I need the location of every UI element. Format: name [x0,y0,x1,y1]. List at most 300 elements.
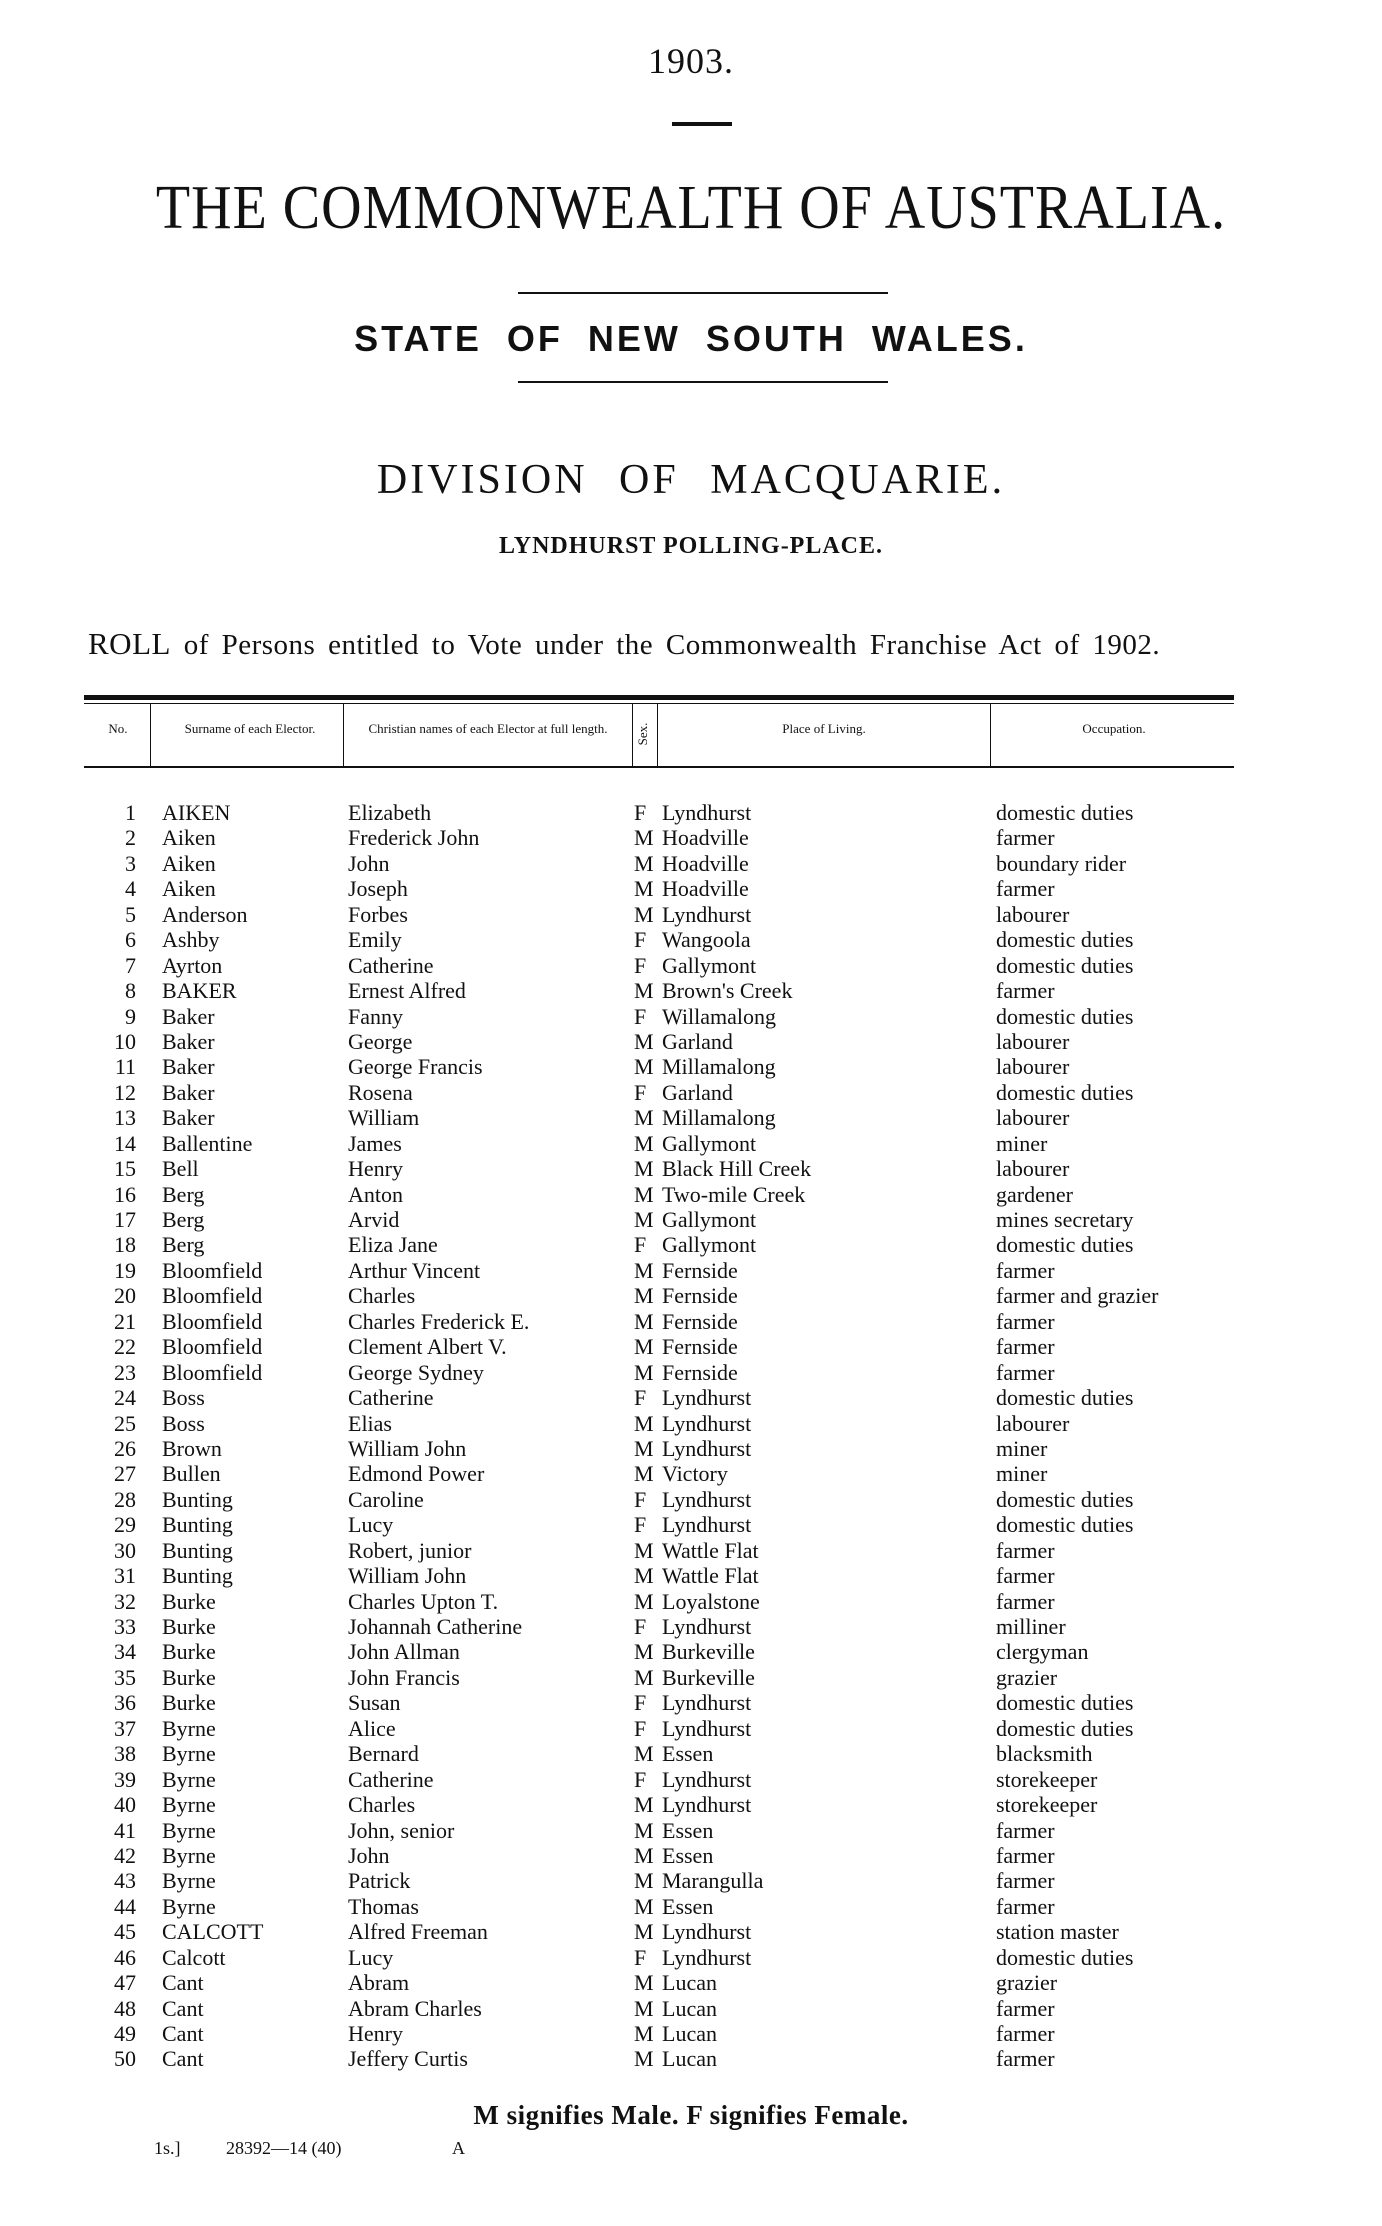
table-row [0,1054,1382,1079]
table-rule-bottom [84,766,1234,768]
table-row [0,1156,1382,1181]
cell-christian: Bernard [348,1741,419,1767]
cell-christian: John Allman [348,1639,460,1665]
table-row [0,2046,1382,2071]
cell-sex: F [634,800,647,825]
cell-christian: George Francis [348,1054,483,1080]
cell-place: Millamalong [662,1105,776,1131]
cell-christian: Anton [348,1181,403,1207]
cell-occupation: farmer [996,1359,1055,1385]
cell-no: 12 [114,1079,136,1105]
cell-surname: Berg [162,1207,205,1232]
cell-christian: Henry [348,1156,403,1182]
cell-christian: Fanny [348,1003,403,1029]
table-row [0,1360,1382,1385]
cell-place: Marangulla [662,1868,764,1894]
cell-christian: Abram Charles [348,1995,482,2021]
cell-sex: M [634,1537,654,1563]
cell-no: 36 [114,1690,136,1716]
table-row [0,1538,1382,1563]
cell-occupation: milliner [996,1614,1066,1639]
cell-sex: M [634,1664,654,1690]
cell-occupation: blacksmith [996,1741,1093,1767]
cell-no: 45 [114,1919,136,1945]
cell-surname: Bullen [162,1461,221,1487]
table-row [0,978,1382,1003]
table-row [0,1131,1382,1156]
cell-surname: Bloomfield [162,1283,263,1309]
cell-surname: Calcott [162,1944,226,1970]
cell-sex: M [634,1817,654,1843]
cell-sex: M [634,1741,654,1767]
cell-sex: M [634,1028,654,1054]
cell-no: 5 [125,901,136,927]
cell-no: 13 [114,1105,136,1131]
cell-occupation: domestic duties [996,1385,1134,1411]
cell-place: Loyalstone [662,1588,760,1614]
cell-surname: CALCOTT [162,1919,264,1945]
header-place: Place of Living. [782,721,866,736]
cell-sex: M [634,876,654,902]
cell-christian: Catherine [348,952,434,978]
cell-surname: Byrne [162,1817,216,1843]
cell-occupation: domestic duties [996,1232,1134,1258]
cell-place: Lyndhurst [662,1792,752,1818]
commonwealth-heading: THE COMMONWEALTH OF AUSTRALIA. [155,173,1227,243]
cell-sex: M [634,1461,654,1487]
cell-christian: Charles [348,1283,416,1309]
header-christian-names: Christian names of each Elector at full length. [368,721,608,736]
cell-place: Lyndhurst [662,1486,752,1512]
cell-surname: Ashby [162,927,220,953]
table-row [0,1080,1382,1105]
cell-sex: M [634,1105,654,1131]
cell-place: Fernside [662,1308,738,1334]
cell-no: 20 [114,1283,136,1309]
cell-place: Lucan [662,2046,717,2072]
cell-christian: Jeffery Curtis [348,2046,468,2072]
cell-surname: Bunting [162,1537,233,1563]
table-row [0,1996,1382,2021]
table-row [0,953,1382,978]
cell-place: Fernside [662,1257,738,1283]
cell-sex: M [634,1435,654,1461]
table-row [0,1004,1382,1029]
cell-occupation: grazier [996,1970,1058,1996]
cell-occupation: farmer [996,1334,1055,1360]
cell-occupation: miner [996,1130,1048,1156]
cell-place: Lyndhurst [662,1690,752,1716]
cell-sex: F [634,1614,647,1639]
table-row [0,902,1382,927]
table-row [0,1283,1382,1308]
cell-occupation: domestic duties [996,1079,1134,1105]
cell-sex: M [634,1588,654,1614]
footer-price: 1s.] [154,2138,181,2158]
cell-sex: F [634,1715,647,1741]
cell-sex: M [634,1995,654,2021]
cell-sex: M [634,1893,654,1919]
cell-occupation: farmer [996,978,1055,1004]
sex-legend: M signifies Male. F signifies Female. [473,2100,909,2130]
cell-surname: BAKER [162,978,237,1004]
cell-place: Wattle Flat [662,1563,759,1589]
table-row [0,1767,1382,1792]
cell-sex: M [634,1156,654,1182]
cell-no: 21 [114,1308,136,1334]
cell-no: 1 [125,800,136,825]
cell-occupation: domestic duties [996,1512,1134,1538]
roll-year: 1903. [648,41,734,81]
cell-christian: Johannah Catherine [348,1614,523,1639]
cell-no: 23 [114,1359,136,1385]
cell-no: 6 [125,927,136,953]
table-row [0,927,1382,952]
cell-no: 17 [114,1207,136,1232]
cell-place: Victory [662,1461,728,1487]
cell-no: 33 [114,1614,136,1639]
cell-place: Wangoola [662,927,751,953]
polling-place-heading: LYNDHURST POLLING-PLACE. [498,533,884,559]
cell-occupation: farmer and grazier [996,1283,1159,1309]
cell-surname: Boss [162,1410,205,1436]
table-row [0,1665,1382,1690]
cell-surname: Bunting [162,1512,233,1538]
cell-sex: M [634,1639,654,1665]
cell-place: Fernside [662,1334,738,1360]
cell-no: 4 [125,876,136,902]
cell-christian: Arvid [348,1207,400,1232]
cell-no: 16 [114,1181,136,1207]
cell-surname: Burke [162,1690,216,1716]
table-row [0,1589,1382,1614]
cell-place: Lyndhurst [662,1385,752,1411]
cell-sex: M [634,1054,654,1080]
cell-christian: Edmond Power [348,1461,485,1487]
cell-sex: M [634,1130,654,1156]
cell-place: Wattle Flat [662,1537,759,1563]
cell-christian: George [348,1028,413,1054]
cell-occupation: farmer [996,1868,1055,1894]
cell-no: 42 [114,1842,136,1868]
table-row [0,1818,1382,1843]
cell-occupation: labourer [996,1028,1070,1054]
cell-occupation: domestic duties [996,952,1134,978]
cell-occupation: domestic duties [996,1690,1134,1716]
table-row [0,1970,1382,1995]
table-row [0,1436,1382,1461]
cell-sex: F [634,952,647,978]
cell-no: 34 [114,1639,136,1665]
cell-christian: Charles [348,1792,416,1818]
cell-sex: M [634,825,654,851]
cell-place: Essen [662,1817,714,1843]
cell-sex: M [634,1359,654,1385]
cell-occupation: farmer [996,1257,1055,1283]
cell-christian: John [348,850,390,876]
cell-christian: Susan [348,1690,401,1716]
table-row [0,1741,1382,1766]
cell-christian: John, senior [348,1817,455,1843]
cell-place: Garland [662,1079,733,1105]
cell-no: 9 [125,1003,136,1029]
cell-place: Hoadville [662,825,749,851]
table-row [0,1487,1382,1512]
cell-place: Lucan [662,1995,717,2021]
cell-occupation: labourer [996,1105,1070,1131]
cell-sex: M [634,850,654,876]
cell-no: 31 [114,1563,136,1589]
cell-occupation: clergyman [996,1639,1089,1665]
cell-no: 2 [125,825,136,851]
cell-christian: Ernest Alfred [348,978,466,1004]
cell-no: 8 [125,978,136,1004]
cell-surname: Burke [162,1664,216,1690]
table-row [0,1563,1382,1588]
cell-surname: Burke [162,1588,216,1614]
cell-surname: Burke [162,1614,216,1639]
state-heading: STATE OF NEW SOUTH WALES. [354,318,1028,359]
cell-surname: Cant [162,1970,204,1996]
cell-place: Garland [662,1028,733,1054]
cell-no: 30 [114,1537,136,1563]
cell-sex: M [634,1919,654,1945]
cell-surname: Byrne [162,1842,216,1868]
cell-place: Essen [662,1741,714,1767]
cell-no: 19 [114,1257,136,1283]
table-row [0,1258,1382,1283]
cell-occupation: farmer [996,1893,1055,1919]
cell-no: 38 [114,1741,136,1767]
cell-surname: Byrne [162,1715,216,1741]
cell-christian: John Francis [348,1664,460,1690]
cell-occupation: domestic duties [996,1003,1134,1029]
cell-surname: Byrne [162,1893,216,1919]
cell-occupation: mines secretary [996,1207,1134,1232]
cell-surname: AIKEN [162,800,231,825]
cell-place: Lyndhurst [662,901,752,927]
cell-place: Lyndhurst [662,800,752,825]
cell-sex: M [634,1410,654,1436]
roll-title-text: of Persons entitled to Vote under the Commonwealth Franchise Act of 1902. [183,629,1161,661]
cell-christian: Eliza Jane [348,1232,438,1258]
cell-christian: William [348,1105,420,1131]
cell-sex: F [634,1766,647,1792]
header-sex [634,710,652,760]
cell-place: Lyndhurst [662,1944,752,1970]
column-divider [990,704,991,766]
table-row [0,1919,1382,1944]
cell-no: 14 [114,1130,136,1156]
cell-sex: M [634,1563,654,1589]
roll-word: ROLL [88,626,171,661]
cell-no: 27 [114,1461,136,1487]
cell-occupation: farmer [996,1308,1055,1334]
cell-christian: Arthur Vincent [348,1257,481,1283]
cell-surname: Cant [162,1995,204,2021]
table-row [0,800,1382,825]
cell-christian: George Sydney [348,1359,484,1385]
table-row [0,1690,1382,1715]
cell-sex: M [634,901,654,927]
cell-place: Burkeville [662,1639,755,1665]
cell-occupation: farmer [996,1995,1055,2021]
cell-place: Black Hill Creek [662,1156,812,1182]
cell-christian: Catherine [348,1766,434,1792]
cell-no: 11 [114,1054,136,1080]
cell-no: 10 [114,1028,136,1054]
table-row [0,851,1382,876]
table-row [0,1945,1382,1970]
cell-no: 25 [114,1410,136,1436]
cell-no: 46 [114,1944,136,1970]
cell-sex: F [634,1512,647,1538]
elector-roll-table [0,800,1382,2072]
cell-occupation: gardener [996,1181,1073,1207]
table-rule-thin [84,703,1234,704]
table-row [0,1614,1382,1639]
cell-place: Lyndhurst [662,1435,752,1461]
cell-place: Gallymont [662,1207,757,1232]
table-row [0,1334,1382,1359]
cell-no: 24 [114,1385,136,1411]
cell-surname: Aiken [162,825,216,851]
cell-no: 50 [114,2046,136,2072]
table-row [0,1792,1382,1817]
cell-surname: Bunting [162,1563,233,1589]
cell-no: 29 [114,1512,136,1538]
cell-place: Gallymont [662,1130,757,1156]
cell-surname: Cant [162,2021,204,2046]
cell-sex: M [634,2021,654,2046]
year-rule [672,122,732,126]
cell-surname: Bloomfield [162,1359,263,1385]
cell-sex: M [634,978,654,1004]
cell-no: 37 [114,1715,136,1741]
cell-place: Fernside [662,1283,738,1309]
cell-surname: Aiken [162,850,216,876]
cell-place: Lyndhurst [662,1614,752,1639]
cell-sex: F [634,1486,647,1512]
cell-sex: F [634,1944,647,1970]
cell-place: Gallymont [662,1232,757,1258]
cell-place: Hoadville [662,850,749,876]
cell-christian: William John [348,1435,467,1461]
table-row [0,2021,1382,2046]
table-row [0,1461,1382,1486]
cell-no: 39 [114,1766,136,1792]
cell-sex: F [634,1385,647,1411]
cell-occupation: farmer [996,2021,1055,2046]
cell-no: 47 [114,1970,136,1996]
cell-no: 48 [114,1995,136,2021]
cell-occupation: labourer [996,1054,1070,1080]
cell-christian: Joseph [348,876,408,902]
cell-place: Gallymont [662,952,757,978]
cell-surname: Bloomfield [162,1257,263,1283]
cell-occupation: storekeeper [996,1792,1098,1818]
column-divider [657,704,658,766]
cell-sex: M [634,1181,654,1207]
cell-sex: M [634,1792,654,1818]
cell-place: Lyndhurst [662,1766,752,1792]
cell-surname: Byrne [162,1868,216,1894]
state-rule-top [518,292,888,294]
table-row [0,1207,1382,1232]
table-row [0,825,1382,850]
cell-no: 35 [114,1664,136,1690]
header-surname: Surname of each Elector. [184,721,316,736]
footer-sheet-letter: A [452,2138,465,2158]
cell-occupation: station master [996,1919,1119,1945]
cell-christian: Caroline [348,1486,424,1512]
cell-surname: Baker [162,1054,215,1080]
cell-sex: F [634,1003,647,1029]
cell-place: Lyndhurst [662,1715,752,1741]
header-sex-label: Sex. [635,722,650,746]
cell-sex: M [634,1308,654,1334]
cell-no: 18 [114,1232,136,1258]
cell-occupation: farmer [996,1842,1055,1868]
cell-surname: Baker [162,1079,215,1105]
cell-no: 22 [114,1334,136,1360]
cell-occupation: domestic duties [996,1715,1134,1741]
cell-occupation: storekeeper [996,1766,1098,1792]
cell-surname: Baker [162,1028,215,1054]
cell-surname: Bunting [162,1486,233,1512]
cell-no: 41 [114,1817,136,1843]
cell-no: 32 [114,1588,136,1614]
table-row [0,1639,1382,1664]
cell-no: 7 [125,952,136,978]
cell-place: Fernside [662,1359,738,1385]
state-rule-bottom [518,381,888,383]
cell-christian: Abram [348,1970,410,1996]
cell-occupation: miner [996,1435,1048,1461]
cell-surname: Bell [162,1156,199,1182]
column-divider [632,704,633,766]
cell-sex: F [634,1232,647,1258]
cell-sex: M [634,1868,654,1894]
cell-place: Lyndhurst [662,1919,752,1945]
division-heading: DIVISION OF MACQUARIE. [376,457,1006,503]
table-row [0,1843,1382,1868]
cell-christian: Catherine [348,1385,434,1411]
cell-christian: William John [348,1563,467,1589]
cell-sex: M [634,1970,654,1996]
cell-surname: Byrne [162,1741,216,1767]
table-row [0,1716,1382,1741]
cell-occupation: farmer [996,2046,1055,2072]
cell-place: Essen [662,1893,714,1919]
cell-surname: Byrne [162,1792,216,1818]
cell-surname: Baker [162,1105,215,1131]
cell-christian: Emily [348,927,402,953]
cell-surname: Boss [162,1385,205,1411]
cell-sex: F [634,1690,647,1716]
table-row [0,1182,1382,1207]
cell-occupation: miner [996,1461,1048,1487]
cell-no: 26 [114,1435,136,1461]
column-divider [150,704,151,766]
cell-christian: James [348,1130,402,1156]
table-rule-thick [84,695,1234,700]
table-row [0,1309,1382,1334]
cell-sex: M [634,1207,654,1232]
cell-christian: Frederick John [348,825,480,851]
cell-christian: Charles Upton T. [348,1588,499,1614]
cell-christian: Elias [348,1410,392,1436]
